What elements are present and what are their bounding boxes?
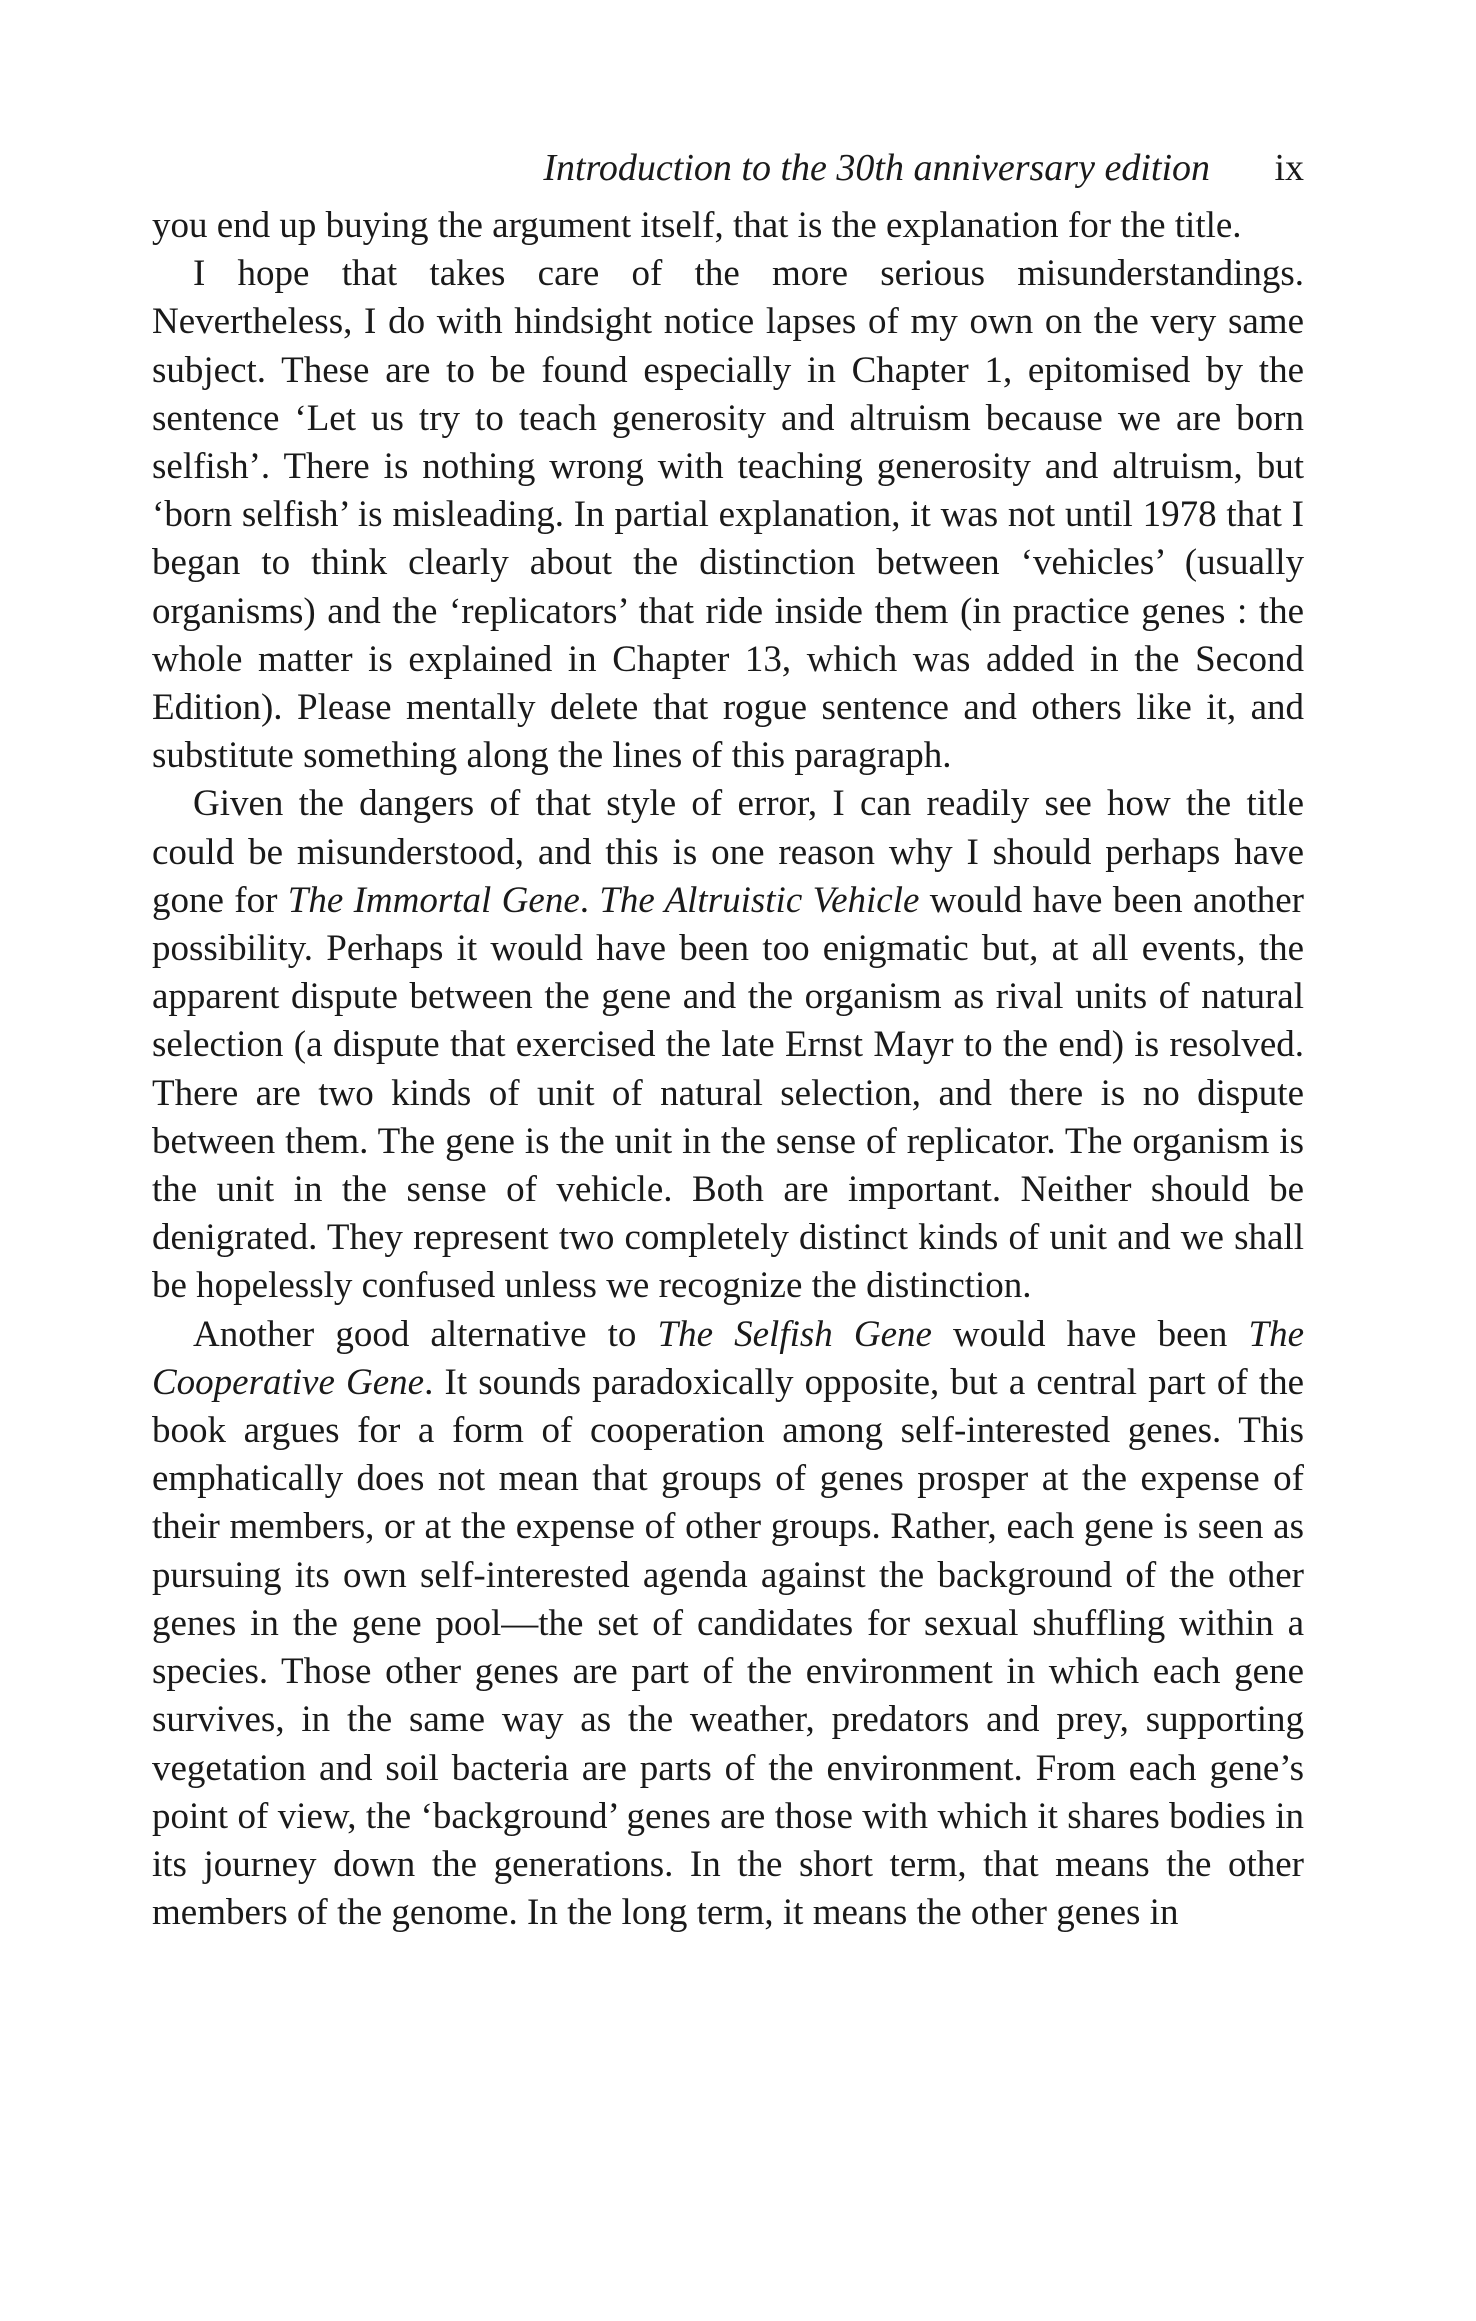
running-head bbox=[152, 140, 1304, 196]
title-the-cooperative-gene: The Cooperative Gene bbox=[152, 1313, 1305, 1403]
body-text bbox=[152, 202, 1304, 1937]
paragraph-3-text-b: . bbox=[579, 879, 600, 921]
title-the-immortal-gene: The Immortal Gene bbox=[287, 879, 580, 921]
paragraph-4-text-a: Another good alternative to bbox=[193, 1313, 658, 1355]
paragraph-1-text: you end up buying the argument itself, that is the explanation for the title. bbox=[152, 205, 1242, 246]
page-number: ix bbox=[1274, 147, 1304, 189]
running-title: Introduction to the 30th anniversary edition bbox=[543, 147, 1210, 189]
paragraph-3-text-a: Given the dangers of that style of error, I can readily see how the title could be misunderstood, and this is one reason why I should perhaps have gone for bbox=[152, 783, 1304, 921]
paragraph-4-text-c: . It sounds paradoxically opposite, but a central part of the book argues for a form of cooperation among self-interested genes. This emphatically does not mean that groups of genes prosper at the expense of their members, or at the expense of other groups. Rather, each gene is seen as pursuing its own self-interested agenda against the background of the other genes in the gene pool—the set of candidates for sexual shuffling within a species. Those other genes are part of the environment in which each gene survives, in the same way as the weather, predators and prey, supporting vegetation and soil bacteria are parts of the environment. From each gene’s point of view, the ‘background’ genes are those with which it shares bodies in its journey down the generations. In the short term, that means the other members of the genome. In the long term, it means the other genes in bbox=[152, 1361, 1304, 1934]
title-the-selfish-gene: The Selfish Gene bbox=[657, 1313, 932, 1355]
paragraph-2 bbox=[152, 250, 1304, 780]
title-the-altruistic-vehicle: The Altruistic Vehicle bbox=[599, 879, 920, 921]
paragraph-1 bbox=[152, 202, 1304, 250]
paragraph-3 bbox=[152, 780, 1304, 1310]
paragraph-3-text-c: would have been another possibility. Perhaps it would have been too enigmatic but, at all events, the apparent dispute between the gene and the organism as rival units of natural selection (a dispute that exercised the late Ernst Mayr to the end) is resolved. There are two kinds of unit of natural selection, and there is no dispute between them. The gene is the unit in the sense of replicator. The organism is the unit in the sense of vehicle. Both are important. Neither should be denigrated. They represent two completely distinct kinds of unit and we shall be hopelessly confused unless we recognize the distinction. bbox=[152, 879, 1304, 1307]
paragraph-4 bbox=[152, 1311, 1304, 1938]
paragraph-2-text: I hope that takes care of the more serious misunderstandings. Nevertheless, I do with hindsight notice lapses of my own on the very same subject. These are to be found especially in Chapter 1, epitomised by the sentence ‘Let us try to teach generosity and altruism because we are born selfish’. There is nothing wrong with teaching generosity and altruism, but ‘born selfish’ is misleading. In partial explanation, it was not until 1978 that I began to think clearly about the distinction between ‘vehicles’ (usually organisms) and the ‘replicators’ that ride inside them (in practice genes : the whole matter is explained in Chapter 13, which was added in the Second Edition). Please mentally delete that rogue sentence and others like it, and substitute something along the lines of this paragraph. bbox=[152, 253, 1304, 777]
book-page bbox=[152, 140, 1304, 1937]
paragraph-4-text-b: would have been bbox=[931, 1313, 1249, 1355]
